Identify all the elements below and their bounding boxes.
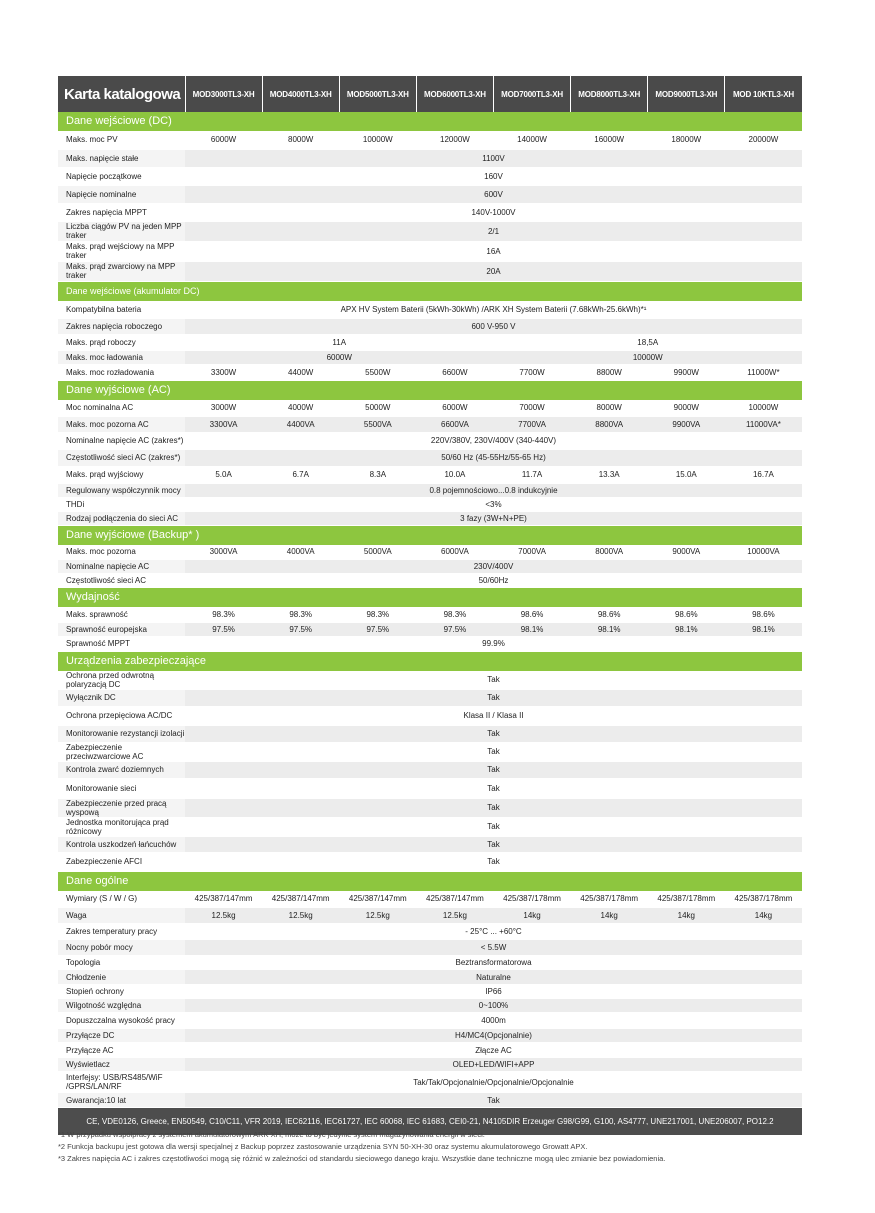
spec-row (58, 203, 802, 221)
spec-row (58, 836, 802, 852)
spec-value: 425/387/147mm (185, 891, 262, 908)
spec-value: 98.6% (571, 607, 648, 622)
spec-label: Kontrola uszkodzeń łańcuchów (58, 836, 185, 852)
spec-value: 5500VA (339, 416, 416, 432)
section-header (58, 651, 802, 671)
spec-row (58, 689, 802, 706)
spec-label: Rodzaj podłączenia do sieci AC (58, 511, 185, 525)
spec-value: Tak (185, 836, 802, 852)
model-header: MOD4000TL3-XH (262, 76, 339, 112)
spec-row (58, 167, 802, 185)
spec-value: Tak (185, 671, 802, 690)
spec-value: 98.3% (339, 607, 416, 622)
spec-label: Przyłącze AC (58, 1043, 185, 1058)
spec-value: 5000W (339, 400, 416, 416)
spec-label: Ochrona przepięciowa AC/DC (58, 706, 185, 725)
spec-value: 97.5% (416, 622, 493, 636)
spec-row (58, 798, 802, 817)
spec-row (58, 956, 802, 970)
spec-row (58, 466, 802, 483)
spec-row (58, 970, 802, 985)
spec-value: 9000VA (648, 545, 725, 560)
footnote: *2 Funkcja backupu jest gotowa dla wersji specjalnej z Backup poprzez zastosowanie urządzenia SYN 50-XH-30 oraz systemu akumulatorowego Growatt APX. (58, 1142, 588, 1151)
spec-row (58, 560, 802, 574)
spec-value: Tak (185, 742, 802, 761)
spec-label: Maks. napięcie stałe (58, 149, 185, 167)
sheet-title: Karta katalogowa (58, 76, 185, 112)
spec-label: Maks. moc pozorna (58, 545, 185, 560)
spec-label: Kontrola zwarć doziemnych (58, 761, 185, 778)
spec-value: 11.7A (494, 466, 571, 483)
spec-value: 7000W (494, 400, 571, 416)
spec-value: 12000W (416, 131, 493, 149)
spec-row (58, 622, 802, 636)
spec-value: 7000VA (494, 545, 571, 560)
section-title: Dane wejściowe (akumulator DC) (58, 281, 802, 301)
spec-row (58, 1072, 802, 1093)
spec-value: 14kg (725, 908, 802, 924)
spec-row (58, 497, 802, 511)
spec-value: 14000W (494, 131, 571, 149)
spec-value: 600V (185, 185, 802, 203)
spec-value: 14kg (648, 908, 725, 924)
spec-value: Beztransformatorowa (185, 956, 802, 970)
model-header: MOD6000TL3-XH (416, 76, 493, 112)
spec-label: Zabezpieczenie przeciwzwarciowe AC (58, 742, 185, 761)
spec-value: APX HV System Baterii (5kWh-30kWh) /ARK XH System Baterii (7.68kWh-25.6kWh)*¹ (185, 301, 802, 319)
spec-value: 97.5% (339, 622, 416, 636)
spec-value: 11000W* (725, 365, 802, 381)
spec-label: Dopuszczalna wysokość pracy (58, 1013, 185, 1029)
spec-value: 50/60 Hz (45-55Hz/55-65 Hz) (185, 449, 802, 466)
spec-value: 14kg (571, 908, 648, 924)
spec-row (58, 1043, 802, 1058)
spec-value: 5500W (339, 365, 416, 381)
spec-value: 8800VA (571, 416, 648, 432)
spec-value: 5000VA (339, 545, 416, 560)
spec-label: Zakres temperatury pracy (58, 924, 185, 940)
spec-label: Maks. prąd zwarciowy na MPP traker (58, 261, 185, 281)
spec-row (58, 149, 802, 167)
spec-value: 1100V (185, 149, 802, 167)
spec-value: 18,5A (494, 335, 803, 351)
spec-value: 0.8 pojemnościowo...0.8 indukcyjnie (185, 483, 802, 497)
spec-value: 99.9% (185, 636, 802, 651)
spec-label: Stopień ochrony (58, 985, 185, 999)
spec-row (58, 261, 802, 281)
spec-value: 4400W (262, 365, 339, 381)
spec-value: 4400VA (262, 416, 339, 432)
spec-label: Nominalne napięcie AC (58, 560, 185, 574)
spec-value: 10000W (339, 131, 416, 149)
spec-value: 20000W (725, 131, 802, 149)
spec-value: 425/387/147mm (339, 891, 416, 908)
spec-row (58, 1029, 802, 1043)
spec-value: 600 V-950 V (185, 319, 802, 335)
spec-value: 18000W (648, 131, 725, 149)
spec-value: 16000W (571, 131, 648, 149)
spec-value: 97.5% (262, 622, 339, 636)
spec-value: 9900W (648, 365, 725, 381)
spec-row (58, 778, 802, 798)
spec-label: Topologia (58, 956, 185, 970)
spec-value: 3000W (185, 400, 262, 416)
section-title: Dane wyjściowe (AC) (58, 381, 802, 401)
spec-value: 98.3% (185, 607, 262, 622)
spec-value: 3300VA (185, 416, 262, 432)
spec-label: Sprawność MPPT (58, 636, 185, 651)
certifications: CE, VDE0126, Greece, EN50549, C10/C11, VFR 2019, IEC62116, IEC61727, IEC 60068, IEC 61683, CEI0-21, N4105DIR Erzeuger G98/G99, G100, AS4777, UNE217001, UNE206007, PO12.2 (58, 1108, 802, 1136)
spec-value: 50/60Hz (185, 574, 802, 588)
spec-row (58, 483, 802, 497)
spec-row (58, 351, 802, 365)
spec-value: 6000W (416, 400, 493, 416)
spec-row (58, 706, 802, 725)
spec-value: 425/387/178mm (648, 891, 725, 908)
spec-label: Zakres napięcia roboczego (58, 319, 185, 335)
spec-value: < 5.5W (185, 940, 802, 956)
spec-value: Klasa II / Klasa II (185, 706, 802, 725)
spec-label: Częstotliwość sieci AC (zakres*) (58, 449, 185, 466)
spec-label: Interfejsy: USB/RS485/WiF /GPRS/LAN/RF (58, 1072, 185, 1093)
spec-label: Częstotliwość sieci AC (58, 574, 185, 588)
section-title: Dane wejściowe (DC) (58, 112, 802, 131)
spec-value: 15.0A (648, 466, 725, 483)
spec-value: 140V-1000V (185, 203, 802, 221)
section-header (58, 281, 802, 301)
spec-row (58, 131, 802, 149)
spec-label: Maks. moc rozładowania (58, 365, 185, 381)
spec-value: 10.0A (416, 466, 493, 483)
model-header: MOD 10KTL3-XH (725, 76, 802, 112)
spec-value: 425/387/147mm (416, 891, 493, 908)
spec-value: 4000W (262, 400, 339, 416)
spec-row (58, 432, 802, 449)
spec-label: Nocny pobór mocy (58, 940, 185, 956)
section-header (58, 871, 802, 891)
spec-value: 20A (185, 261, 802, 281)
spec-label: Przyłącze DC (58, 1029, 185, 1043)
model-header: MOD8000TL3-XH (571, 76, 648, 112)
spec-value: 8000W (262, 131, 339, 149)
spec-value: <3% (185, 497, 802, 511)
spec-value: 16.7A (725, 466, 802, 483)
spec-row (58, 908, 802, 924)
footnote: *3 Zakres napięcia AC i zakres częstotliwości mogą się różnić w zależności od standardu sieciowego danego kraju. Wszystkie dane techniczne mogą ulec zmianie bez powiadomienia. (58, 1154, 666, 1163)
spec-value: 8.3A (339, 466, 416, 483)
header-row (58, 76, 802, 112)
section-title: Urządzenia zabezpieczające (58, 651, 802, 671)
spec-row (58, 335, 802, 351)
spec-label: Maks. prąd wyjściowy (58, 466, 185, 483)
spec-label: Jednostka monitorująca prąd różnicowy (58, 817, 185, 836)
spec-value: 10000W (725, 400, 802, 416)
spec-value: 4000VA (262, 545, 339, 560)
spec-label: Zakres napięcia MPPT (58, 203, 185, 221)
spec-row (58, 185, 802, 203)
spec-value: 425/387/178mm (494, 891, 571, 908)
spec-row (58, 999, 802, 1013)
spec-value: 98.1% (725, 622, 802, 636)
model-header: MOD7000TL3-XH (494, 76, 571, 112)
spec-value: H4/MC4(Opcjonalnie) (185, 1029, 802, 1043)
spec-value: 10000W (494, 351, 803, 365)
spec-table (58, 76, 803, 1135)
spec-row (58, 416, 802, 432)
spec-value: 98.3% (416, 607, 493, 622)
spec-value: IP66 (185, 985, 802, 999)
spec-value: 6000VA (416, 545, 493, 560)
spec-value: Tak (185, 798, 802, 817)
spec-value: 9900VA (648, 416, 725, 432)
spec-value: 98.6% (725, 607, 802, 622)
section-title: Dane wyjściowe (Backup* ) (58, 525, 802, 545)
spec-value: 425/387/147mm (262, 891, 339, 908)
spec-label: Moc nominalna AC (58, 400, 185, 416)
spec-row (58, 725, 802, 742)
spec-label: Napięcie początkowe (58, 167, 185, 185)
spec-value: 160V (185, 167, 802, 185)
spec-value: - 25°C ... +60°C (185, 924, 802, 940)
spec-value: Naturalne (185, 970, 802, 985)
spec-value: 13.3A (571, 466, 648, 483)
spec-label: THDi (58, 497, 185, 511)
spec-value: Tak/Tak/Opcjonalnie/Opcjonalnie/Opcjonalnie (185, 1072, 802, 1093)
spec-value: Tak (185, 725, 802, 742)
footnotes (58, 1129, 818, 1165)
spec-row (58, 301, 802, 319)
spec-row (58, 365, 802, 381)
spec-label: Kompatybilna bateria (58, 301, 185, 319)
spec-label: Nominalne napięcie AC (zakres*) (58, 432, 185, 449)
model-header: MOD3000TL3-XH (185, 76, 262, 112)
spec-value: 8000VA (571, 545, 648, 560)
spec-row (58, 742, 802, 761)
spec-label: Wymiary (S / W / G) (58, 891, 185, 908)
spec-value: 16A (185, 241, 802, 261)
spec-value: Złącze AC (185, 1043, 802, 1058)
spec-value: 7700W (494, 365, 571, 381)
spec-label: Waga (58, 908, 185, 924)
spec-value: 12.5kg (185, 908, 262, 924)
spec-value: 2/1 (185, 221, 802, 241)
spec-row (58, 1058, 802, 1072)
spec-row (58, 924, 802, 940)
spec-value: 6000W (185, 351, 494, 365)
spec-value: 3 fazy (3W+N+PE) (185, 511, 802, 525)
footnote: *1 W przypadku współpracy z systemem akumulatorowym ARK XH, może to być jedynie system magazynowania energii w sieci. (58, 1130, 485, 1139)
spec-value: 98.6% (494, 607, 571, 622)
spec-value: Tak (185, 778, 802, 798)
spec-value: 98.1% (494, 622, 571, 636)
spec-value: Tak (185, 1093, 802, 1108)
spec-value: 9000W (648, 400, 725, 416)
spec-label: Liczba ciągów PV na jeden MPP traker (58, 221, 185, 241)
spec-value: 6000W (185, 131, 262, 149)
spec-label: Maks. prąd roboczy (58, 335, 185, 351)
spec-row (58, 449, 802, 466)
spec-label: Wyłącznik DC (58, 689, 185, 706)
spec-value: 7700VA (494, 416, 571, 432)
spec-label: Zabezpieczenie przed pracą wyspową (58, 798, 185, 817)
spec-label: Zabezpieczenie AFCI (58, 852, 185, 871)
spec-value: 11000VA* (725, 416, 802, 432)
spec-row (58, 319, 802, 335)
spec-value: 12.5kg (416, 908, 493, 924)
spec-value: 10000VA (725, 545, 802, 560)
spec-value: 425/387/178mm (571, 891, 648, 908)
section-header (58, 381, 802, 401)
spec-row (58, 241, 802, 261)
spec-row (58, 985, 802, 999)
spec-value: 8800W (571, 365, 648, 381)
section-title: Dane ogólne (58, 871, 802, 891)
spec-row (58, 671, 802, 690)
spec-value: 0~100% (185, 999, 802, 1013)
datasheet (58, 76, 802, 1135)
spec-row (58, 817, 802, 836)
spec-row (58, 574, 802, 588)
section-title: Wydajność (58, 588, 802, 608)
spec-value: 98.1% (571, 622, 648, 636)
spec-value: 98.6% (648, 607, 725, 622)
spec-value: 230V/400V (185, 560, 802, 574)
spec-row (58, 1093, 802, 1108)
section-header (58, 525, 802, 545)
spec-value: 425/387/178mm (725, 891, 802, 908)
spec-row (58, 545, 802, 560)
spec-value: 220V/380V, 230V/400V (340-440V) (185, 432, 802, 449)
spec-label: Regulowany współczynnik mocy (58, 483, 185, 497)
spec-value: 5.0A (185, 466, 262, 483)
spec-value: Tak (185, 689, 802, 706)
spec-value: 12.5kg (339, 908, 416, 924)
spec-row (58, 636, 802, 651)
spec-value: 14kg (494, 908, 571, 924)
spec-value: 6.7A (262, 466, 339, 483)
spec-value: 97.5% (185, 622, 262, 636)
spec-label: Gwarancja:10 lat (58, 1093, 185, 1108)
spec-value: Tak (185, 852, 802, 871)
spec-value: 6600W (416, 365, 493, 381)
spec-label: Maks. moc PV (58, 131, 185, 149)
spec-value: 98.3% (262, 607, 339, 622)
section-header (58, 588, 802, 608)
spec-label: Monitorowanie rezystancji izolacji (58, 725, 185, 742)
spec-value: Tak (185, 817, 802, 836)
spec-label: Wilgotność względna (58, 999, 185, 1013)
spec-label: Napięcie nominalne (58, 185, 185, 203)
spec-label: Maks. prąd wejściowy na MPP traker (58, 241, 185, 261)
spec-value: 6600VA (416, 416, 493, 432)
spec-value: 8000W (571, 400, 648, 416)
spec-row (58, 852, 802, 871)
spec-value: Tak (185, 761, 802, 778)
spec-label: Maks. moc pozorna AC (58, 416, 185, 432)
spec-row (58, 607, 802, 622)
spec-label: Maks. moc ładowania (58, 351, 185, 365)
spec-label: Chłodzenie (58, 970, 185, 985)
spec-label: Maks. sprawność (58, 607, 185, 622)
spec-value: 3300W (185, 365, 262, 381)
spec-label: Monitorowanie sieci (58, 778, 185, 798)
model-header: MOD9000TL3-XH (648, 76, 725, 112)
spec-value: 12.5kg (262, 908, 339, 924)
spec-row (58, 221, 802, 241)
spec-row (58, 1013, 802, 1029)
spec-value: 3000VA (185, 545, 262, 560)
spec-row (58, 511, 802, 525)
spec-row (58, 400, 802, 416)
spec-value: OLED+LED/WIFI+APP (185, 1058, 802, 1072)
spec-label: Sprawność europejska (58, 622, 185, 636)
spec-label: Ochrona przed odwrotną polaryzacją DC (58, 671, 185, 690)
spec-value: 11A (185, 335, 494, 351)
spec-row (58, 940, 802, 956)
spec-label: Wyświetlacz (58, 1058, 185, 1072)
spec-value: 4000m (185, 1013, 802, 1029)
model-header: MOD5000TL3-XH (339, 76, 416, 112)
section-header (58, 112, 802, 131)
spec-row (58, 761, 802, 778)
spec-value: 98.1% (648, 622, 725, 636)
spec-row (58, 891, 802, 908)
